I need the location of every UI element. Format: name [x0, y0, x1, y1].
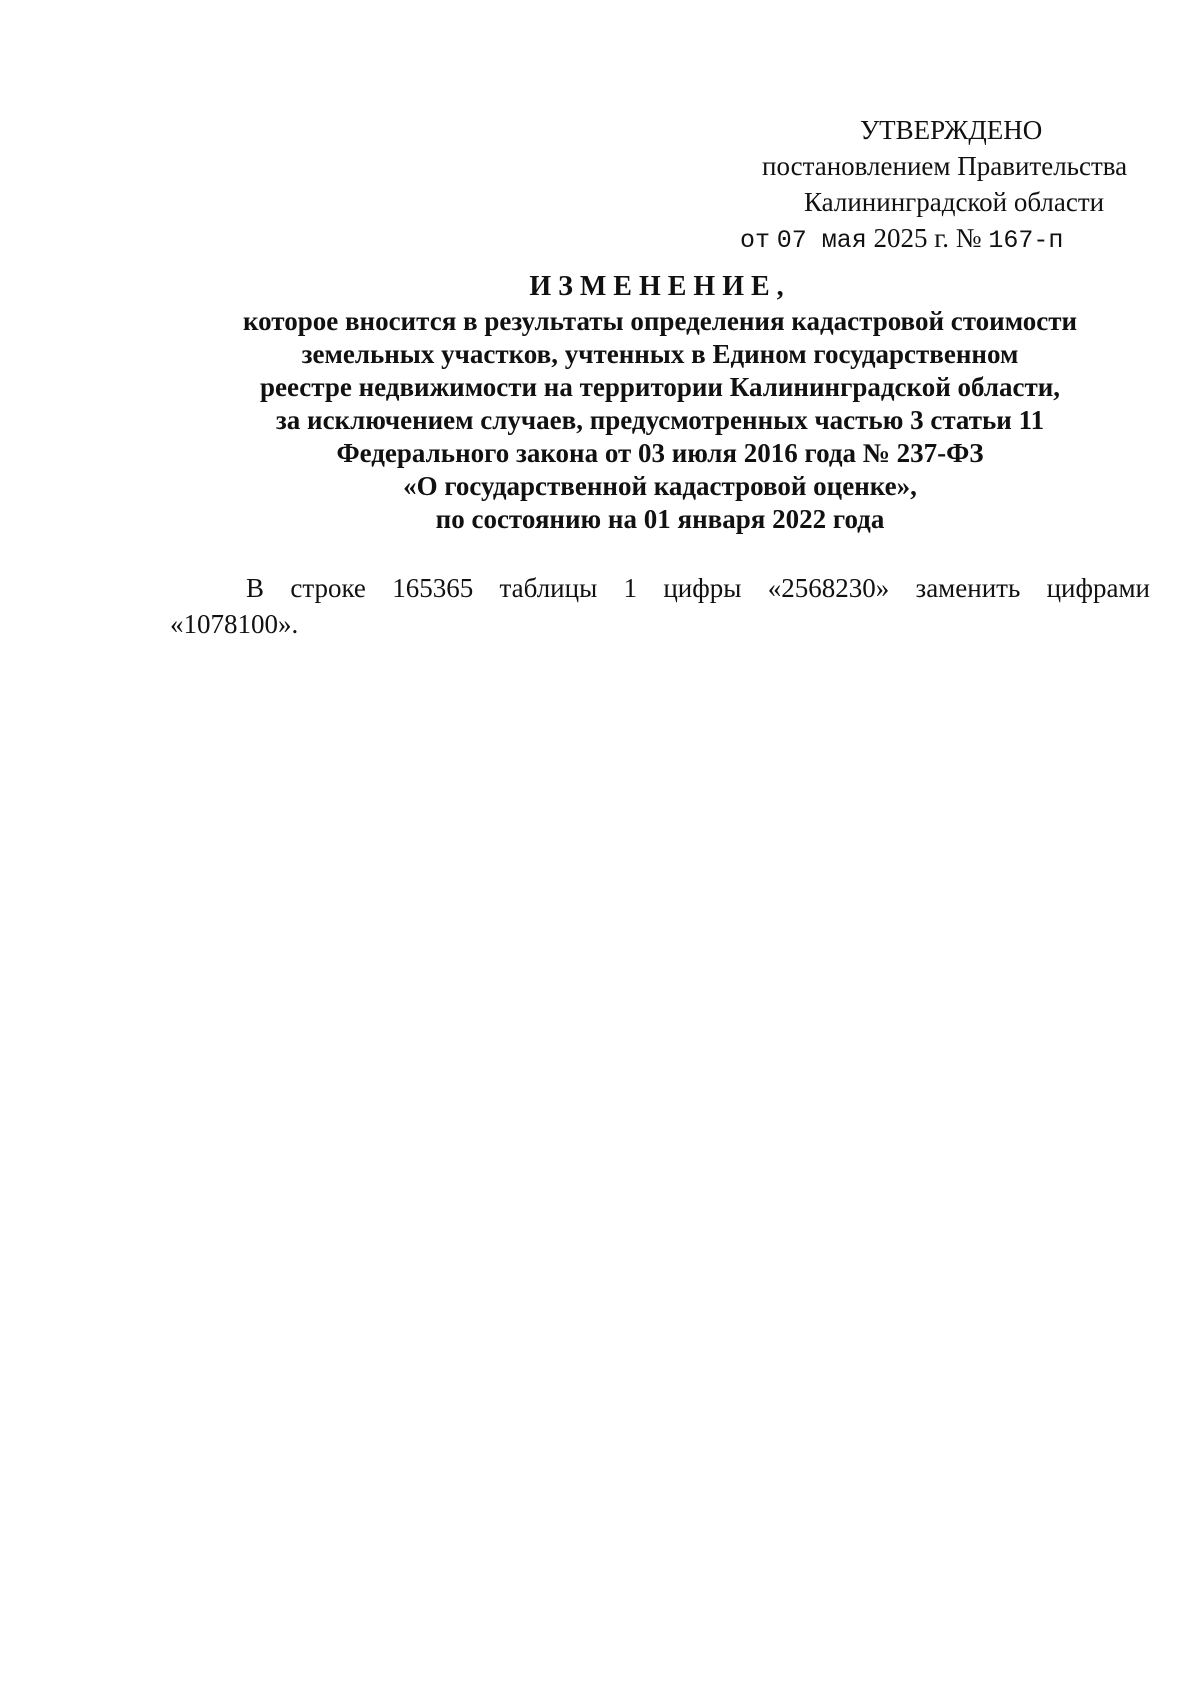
title-line: реестре недвижимости на территории Калининградской области, [259, 372, 1061, 402]
title-line: земельных участков, учтенных в Едином государственном [301, 339, 1019, 369]
date-year: 2025 г. № [873, 223, 982, 253]
approval-heading: УТВЕРЖДЕНО [860, 115, 1043, 145]
title-line: за исключением случаев, предусмотренных частью 3 статьи 11 [275, 405, 1045, 435]
title-line: «О государственной кадастровой оценке», [403, 471, 917, 501]
title-line: Федерального закона от 03 июля 2016 года № 237-ФЗ [336, 438, 984, 468]
document-title [160, 270, 1160, 536]
date-prefix: от [740, 226, 771, 255]
title-heading: ИЗМЕНЕНИЕ, [529, 271, 791, 302]
approval-decree: постановлением Правительства [762, 151, 1128, 181]
body-paragraph [170, 570, 1150, 642]
approval-date-line [740, 220, 1063, 259]
title-line: по состоянию на 01 января 2022 года [435, 504, 885, 534]
body-line: «1078100». [170, 609, 299, 639]
decree-number: 167-п [988, 226, 1064, 255]
body-line: В строке 165365 таблицы 1 цифры «2568230» заменить цифрами [246, 573, 1150, 603]
approval-region: Калининградской области [804, 187, 1105, 217]
date-day-month: 07 мая [776, 226, 867, 255]
title-line: которое вносится в результаты определения кадастровой стоимости [242, 306, 1078, 336]
